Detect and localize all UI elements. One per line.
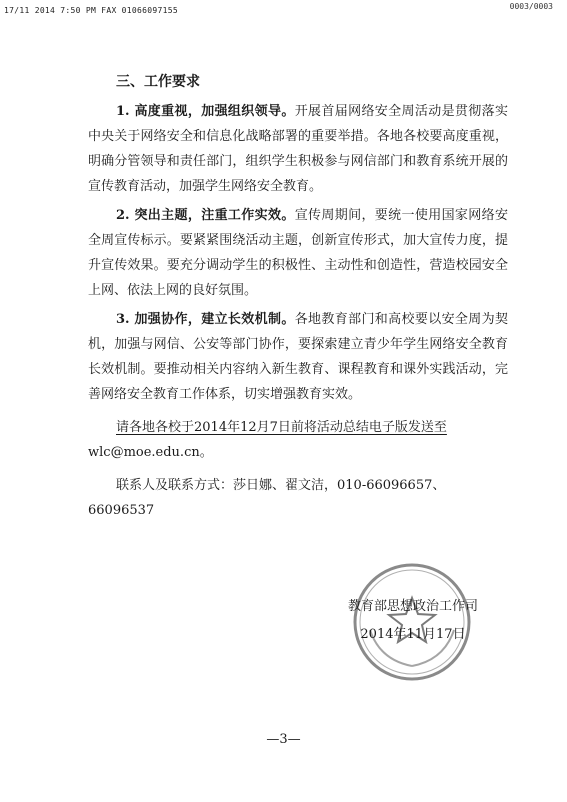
requirement-heading-3: 3. 加强协作，建立长效机制。 [116, 312, 295, 327]
requirement-paragraph-1 [88, 99, 508, 199]
submission-email: wlc@moe.edu.cn。 [88, 445, 213, 460]
signature-date: 2014年11月17日 [360, 627, 466, 642]
contact-line-1: 联系人及联系方式：莎日娜、翟文洁，010-66096657、 [116, 478, 446, 493]
signature-block [318, 593, 508, 649]
submission-notice-text: 请各地各校于2014年12月7日前将活动总结电子版发送至 [116, 420, 447, 435]
requirement-body-3: 各地教育部门和高校要以安全周为契机，加强与网信、公安等部门协作，要探索建立青少年学生网络安全教育长效机制。要推动相关内容纳入新生教育、课程教育和课外实践活动，完善网络安全教育工作体系，切实增强教育实效。 [88, 312, 508, 402]
requirement-heading-2: 2. 突出主题，注重工作实效。 [116, 208, 295, 223]
requirement-paragraph-2 [88, 203, 508, 303]
requirement-body-2: 宣传周期间，要统一使用国家网络安全周宣传标示。要紧紧围绕活动主题，创新宣传形式，加大宣传力度，提升宣传效果。要充分调动学生的积极性、主动性和创造性，营造校园安全上网、依法上网的良好氛围。 [88, 208, 508, 298]
page-number: —3— [266, 732, 301, 747]
fax-header: 17/11 2014 7:50 PM FAX 01066097155 [4, 6, 178, 15]
requirement-heading-1: 1. 高度重视，加强组织领导。 [116, 104, 295, 119]
signature-organization: 教育部思想政治工作司 [347, 599, 478, 614]
submission-email-line [88, 440, 508, 465]
document-body [88, 70, 508, 523]
section-title: 三、工作要求 [116, 74, 200, 90]
contact-line-2: 66096537 [88, 503, 155, 518]
requirement-body-1: 开展首届网络安全周活动是贯彻落实中央关于网络安全和信息化战略部署的重要举措。各地各校要高度重视，明确分管领导和责任部门，组织学生积极参与网信部门和教育系统开展的宣传教育活动，加强学生网络安全教育。 [88, 104, 508, 194]
fax-page-count: 0003/0003 [509, 2, 553, 11]
submission-notice [88, 415, 508, 440]
requirement-paragraph-3 [88, 307, 508, 407]
